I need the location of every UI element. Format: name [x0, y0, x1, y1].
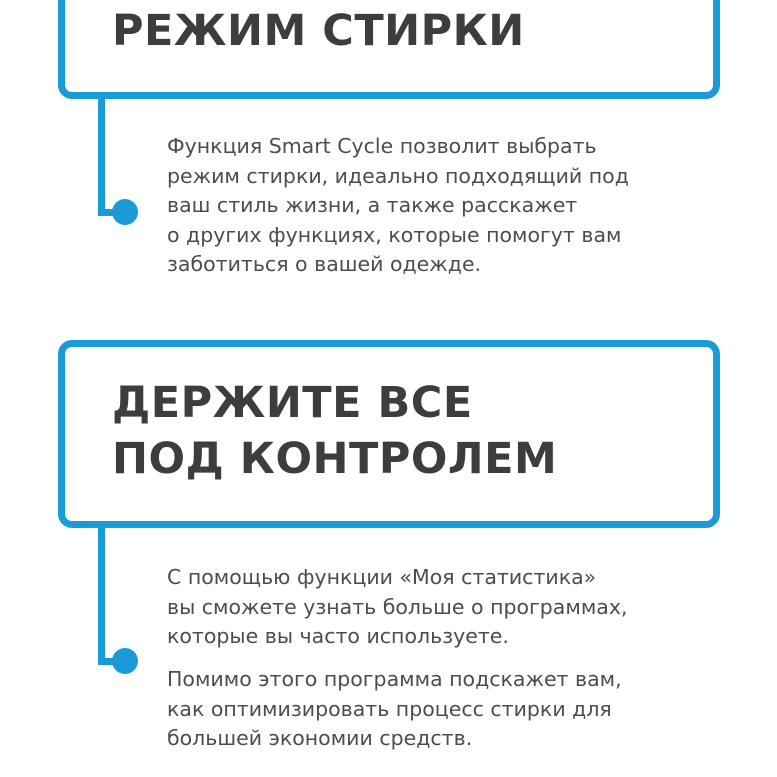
- paragraph-line: большей экономии средств.: [167, 726, 473, 750]
- section-2-paragraph-2: [167, 665, 622, 754]
- paragraph-line: которые вы часто используете.: [167, 624, 509, 648]
- section-2-title-line: ДЕРЖИТЕ ВСЕ: [112, 378, 473, 428]
- paragraph-line: заботиться о вашей одежде.: [167, 252, 482, 276]
- paragraph-line: вы сможете узнать больше о программах,: [167, 594, 628, 619]
- section-1-bullet-dot: [112, 199, 138, 225]
- section-1-paragraph: [167, 132, 629, 280]
- section-1-title-line: РЕЖИМ СТИРКИ: [112, 6, 525, 56]
- section-1-connector-line: [98, 99, 105, 216]
- paragraph-line: ваш стиль жизни, а также расскажет: [167, 193, 578, 217]
- paragraph-line: как оптимизировать процесс стирки для: [167, 696, 612, 721]
- paragraph-line: Помимо этого программа подскажет вам,: [167, 667, 622, 691]
- section-2-title: [112, 375, 557, 487]
- paragraph-line: Функция Smart Cycle позволит выбрать: [167, 134, 597, 158]
- section-1-title: [112, 6, 525, 56]
- paragraph-line: режим стирки, идеально подходящий под: [167, 163, 629, 188]
- section-2-bullet-dot: [112, 648, 138, 674]
- section-2-title-line: ПОД КОНТРОЛЕМ: [112, 434, 558, 484]
- section-2-connector-line: [98, 528, 105, 665]
- paragraph-line: С помощью функции «Моя статистика»: [167, 565, 597, 589]
- section-2-paragraph-1: [167, 563, 628, 652]
- paragraph-line: о других функциях, которые помогут вам: [167, 222, 622, 247]
